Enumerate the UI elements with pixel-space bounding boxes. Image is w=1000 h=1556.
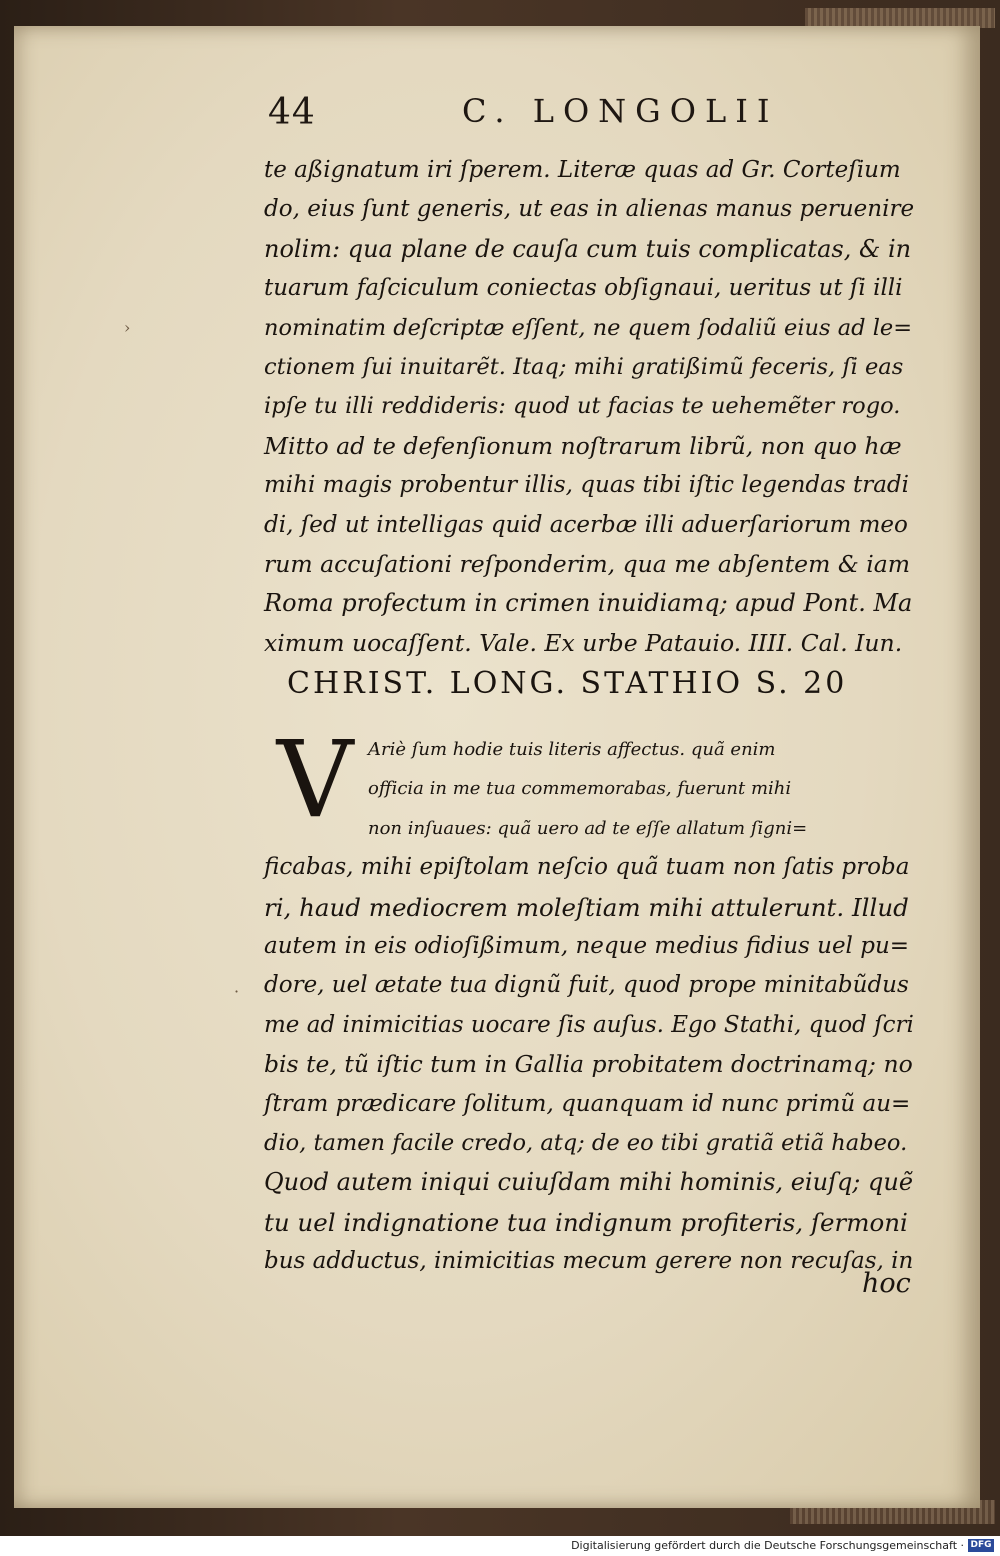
book-cover-edge-top [805,8,995,28]
letter-text-continued [264,151,914,663]
text-line: te aßignatum iri ſperem. Literæ quas ad Gr. Corteſium [264,157,901,183]
text-line: bus adductus, inimicitias mecum gerere non recuſas, in [264,1248,914,1275]
text-line: Roma profectum in crimen inuidiamq; apud Pont. Ma [264,589,913,618]
text-line: mihi magis probentur illis, quas tibi iſtic legendas tradi [264,472,909,499]
text-line: me ad inimicitias uocare ſis auſus. Ego Stathi, quod ſcri [264,1011,914,1038]
page-header [252,82,812,132]
dfg-logo-icon: DFG [968,1539,994,1552]
page-number: 44 [268,92,316,133]
text-line: Ariè ſum hodie tuis literis affectus. quã enim [368,739,776,760]
text-line: ficabas, mihi epiſtolam neſcio quã tuam non ſatis proba [264,854,910,881]
letter-title: CHRIST. LONG. STATHIO S. 20 [287,666,848,701]
text-line: ximum uocaſſent. Vale. Ex urbe Patauio. IIII. Cal. Iun. [264,628,903,657]
margin-mark: › [124,318,131,337]
text-line: non inſuaues: quã uero ad te eſſe allatum ſigni= [368,817,808,839]
catchword: hoc [862,1268,911,1299]
text-line: ri, haud mediocrem moleſtiam mihi attulerunt. Illud [264,892,909,922]
text-line: bis te, tũ iſtic tum in Gallia probitatem doctrinamq; no [264,1050,913,1079]
text-line: autem in eis odioſißimum, neque medius fidius uel pu= [264,932,910,959]
text-line: do, eius ſunt generis, ut eas in alienas manus peruenire [264,196,915,223]
text-line: tuarum faſciculum coniectas obſignaui, ueritus ut ſi illi [264,275,903,302]
text-line: ctionem ſui inuitarẽt. Itaq; mihi gratißimũ feceris, ſi eas [264,353,904,380]
text-line: ſtram prædicare ſolitum, quanquam id nunc primũ au= [264,1090,911,1117]
digitization-footer [0,1536,1000,1556]
text-line: officia in me tua commemorabas, fuerunt mihi [368,778,792,800]
text-line: nolim: qua plane de cauſa cum tuis complicatas, & in [264,234,912,263]
margin-mark: · [234,982,240,1001]
text-line: tu uel indignatione tua indignum profiteris, ſermoni [264,1207,908,1237]
running-head: C. LONGOLII [462,92,779,130]
text-line: Quod autem iniqui cuiuſdam mihi hominis, eiuſq; quẽ [264,1168,914,1197]
text-line: dore, uel ætate tua dignũ fuit, quod prope minitabũdus [264,972,909,999]
text-line: rum accuſationi reſponderim, qua me abſentem & iam [264,549,911,578]
text-line: dio, tamen facile credo, atq; de eo tibi gratiã etiã habeo. [264,1129,908,1156]
text-line: nominatim deſcriptæ eſſent, ne quem ſodaliũ eius ad le= [264,314,913,341]
footer-credit: Digitalisierung gefördert durch die Deutsche Forschungsgemeinschaft · [571,1539,964,1552]
text-line: Mitto ad te defenſionum noſtrarum librũ, non quo hæ [264,431,902,460]
text-line: di, ſed ut intelligas quid acerbæ illi aduerſariorum meo [264,511,908,538]
drop-initial: V [276,718,354,841]
text-line: ipſe tu illi reddideris: quod ut facias te uehemẽter rogo. [264,393,901,420]
letter-text [264,718,914,1281]
